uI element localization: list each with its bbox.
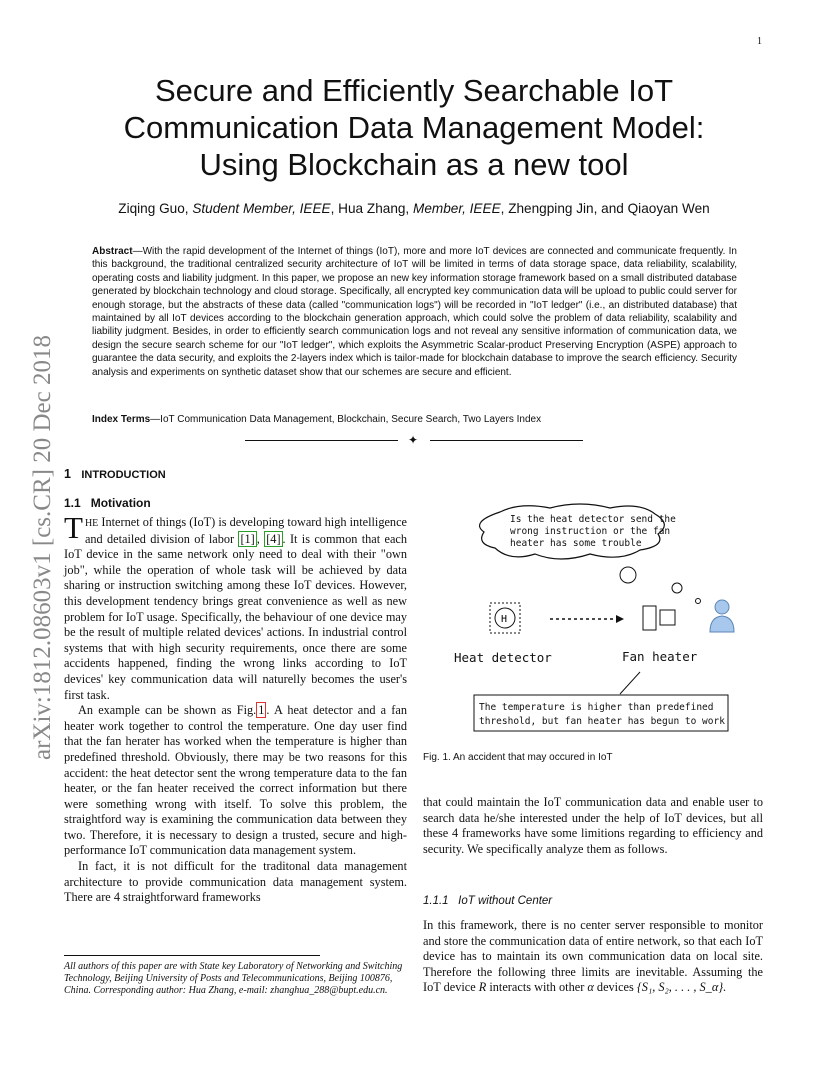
right-paragraph-2 xyxy=(423,918,763,996)
figure-1 xyxy=(440,500,740,740)
callout-line-1: The temperature is higher than predefined xyxy=(479,702,714,713)
subsubsection-title: IoT without Center xyxy=(458,895,553,907)
label-fan-heater: Fan heater xyxy=(622,649,698,664)
cloud-line-2: wrong instruction or the fan xyxy=(510,526,671,537)
subsection-title: Motivation xyxy=(90,496,151,510)
author-2-role: Member, IEEE xyxy=(413,201,501,216)
callout-line-2: threshold, but fan heater has begun to work xyxy=(479,716,725,727)
paragraph-3: In fact, it is not difficult for the traditonal data management architecture to provide communication data management system. There are 4 straightforward frameworks xyxy=(64,859,407,905)
authors-rest: , Zhengping Jin, and Qiaoyan Wen xyxy=(500,201,710,216)
footnote: All authors of this paper are with State key Laboratory of Networking and Switching Technology, Beijing University of Posts and Telecommunications, Beijing 100876, China. Corresponding author: Hua Zhang, e-mail: zhanghua_288@bupt.edu.cn. xyxy=(64,961,403,997)
right-paragraph-2-text-b: interacts with other xyxy=(486,980,588,995)
author-list xyxy=(80,201,748,216)
abstract-text: —With the rapid development of the Internet of things (IoT), more and more IoT devices are connected and communicate frequently. In this background, the traditional centralized security architecture of IoT will be limited in terms of data storage space, data reliability, scalability, operating costs and liability judgment. In this paper, we propose an new key information storage framework based on a small distributed database generated by blockchain technology and cloud storage. Specifically, all encrypted key communication data will be upload to public could server for enough storage, but the abstracts of these data (called "communication logs") will be recorded in "IoT ledger" (i.e., an distributed database) that maintained by all IoT devices according to the blockchain generation approach, which could solve the problem of data reliability, scalability and liability judgment. Besides, in order to efficiently search communication logs and not reveal any sensitive information of communication data, we design the secure search scheme for our "IoT ledger", which exploits the Asymmetric Scalar-product Preserving Encryption (ASPE) approach to guarantee the data security, and exploits the 2-layers index which is tailor-made for blockchain database to improve the search efficiency. Security analysis and experiments on synthetic dataset show that our schemes are secure and efficient. xyxy=(92,246,737,378)
section-title: INTRODUCTION xyxy=(81,469,166,481)
subsubsection-heading xyxy=(423,895,552,907)
subsection-number: 1.1 xyxy=(64,496,81,510)
label-heat-detector: Heat detector xyxy=(454,650,552,665)
heat-detector-symbol: H xyxy=(501,614,508,625)
callout-line xyxy=(620,672,640,694)
paragraph-1-sep: , xyxy=(256,531,265,546)
fan-heater-panel-icon xyxy=(660,610,675,625)
index-terms xyxy=(92,414,737,425)
math-var-r: R xyxy=(478,980,487,995)
thought-bubble-small xyxy=(696,599,701,604)
author-2: , Hua Zhang, xyxy=(330,201,413,216)
citation-link-4[interactable]: [4] xyxy=(266,531,281,546)
figure-ref-link[interactable]: 1 xyxy=(258,703,265,718)
section-number: 1 xyxy=(64,467,71,481)
separator-right xyxy=(430,440,583,441)
user-icon xyxy=(710,600,734,632)
thought-bubble-large xyxy=(620,567,636,583)
index-terms-text: —IoT Communication Data Management, Blockchain, Secure Search, Two Layers Index xyxy=(150,414,542,425)
paragraph-1-text-c: . It is common that each IoT device in the same network only need to deal with their "own job", while the operation of whole task will be achieved by data sharing or instruction switching among these IoT devices. However, this development tendency brings great convenience as well as new problem for IoT usage. Specifically, the behaviour of one device may be the result of multiple related devices' actions. In industrial control systems that with high security requirements, once there are some accidents happened, finding the wrong links according to IoT devices' key communication data will naturelly becomes the user's first task. xyxy=(64,531,408,702)
cloud-line-1: Is the heat detector send the xyxy=(510,514,676,525)
math-var-alpha: α xyxy=(587,980,594,995)
paragraph-1-text-a: Internet of things (IoT) is developing toward high intelligence and detailed division of labor xyxy=(84,515,407,546)
index-terms-label: Index Terms xyxy=(92,414,151,425)
separator-left xyxy=(245,440,398,441)
drop-cap: T xyxy=(64,510,83,545)
left-column xyxy=(64,510,408,906)
separator-diamond-icon: ✦ xyxy=(408,433,419,447)
author-1: Ziqing Guo, xyxy=(118,201,193,216)
citation-link-1[interactable]: [1] xyxy=(240,531,255,546)
section-heading-introduction xyxy=(64,467,166,481)
paper-title: Secure and Efficiently Searchable IoT Communication Data Management Model: Using Blockchain as a new tool xyxy=(123,73,705,182)
right-paragraph-2-text-c: devices xyxy=(593,980,637,995)
fan-heater-body-icon xyxy=(643,606,656,630)
paragraph-2-text-a: An example can be shown as Fig. xyxy=(78,703,257,718)
author-1-role: Student Member, IEEE xyxy=(192,201,331,216)
right-column-lower xyxy=(423,918,763,996)
abstract xyxy=(92,245,737,379)
paragraph-1 xyxy=(64,510,408,703)
cloud-line-3: heater has some trouble xyxy=(510,538,642,549)
subsection-heading-motivation xyxy=(64,496,151,510)
page-number: 1 xyxy=(757,36,762,47)
signal-arrow-head xyxy=(616,615,624,623)
abstract-label: Abstract xyxy=(92,246,133,257)
right-paragraph-2-text-a: In this framework, there is no center server responsible to monitor and store the communication data of entire network, so that each IoT device has to maintain its own communication data on local site. Therefore the following three limits are inevitable. Assuming the IoT device xyxy=(423,918,763,995)
footnote-rule xyxy=(64,955,320,956)
right-column xyxy=(423,795,763,857)
arxiv-identifier: arXiv:1812.08603v1 [cs.CR] 20 Dec 2018 xyxy=(29,335,56,760)
subsubsection-number: 1.1.1 xyxy=(423,895,449,907)
thought-bubble-medium xyxy=(672,583,682,593)
paragraph-2-text-b: . A heat detector and a fan heater work together to control the temperature. One day user find that the fan herater has worked when the temperature is higher than predefined threshold. Obviously, there may be two reasons for this accident: the heat detector sent the wrong temperature data to the fan heater, or the fan heater received the correct information but there were something wrong with itself. To solve this problem, the straightford way is examining the communication data between they two. Therefore, it is necessary to design a trusted, secure and high-performance IoT communication data management system. xyxy=(64,703,407,858)
drop-cap-lead: HE xyxy=(84,518,99,529)
right-paragraph-1: that could maintain the IoT communication data and enable user to search data he/she interested under the help of IoT devices, but all these 4 frameworks have some limitions regarding to efficiency and security. We specifically analyze them as follows. xyxy=(423,795,763,856)
math-device-set: {S₁, S₂, . . . , S_α}. xyxy=(636,980,727,995)
figure-caption: Fig. 1. An accident that may occured in IoT xyxy=(423,752,613,763)
paragraph-2 xyxy=(64,703,407,859)
